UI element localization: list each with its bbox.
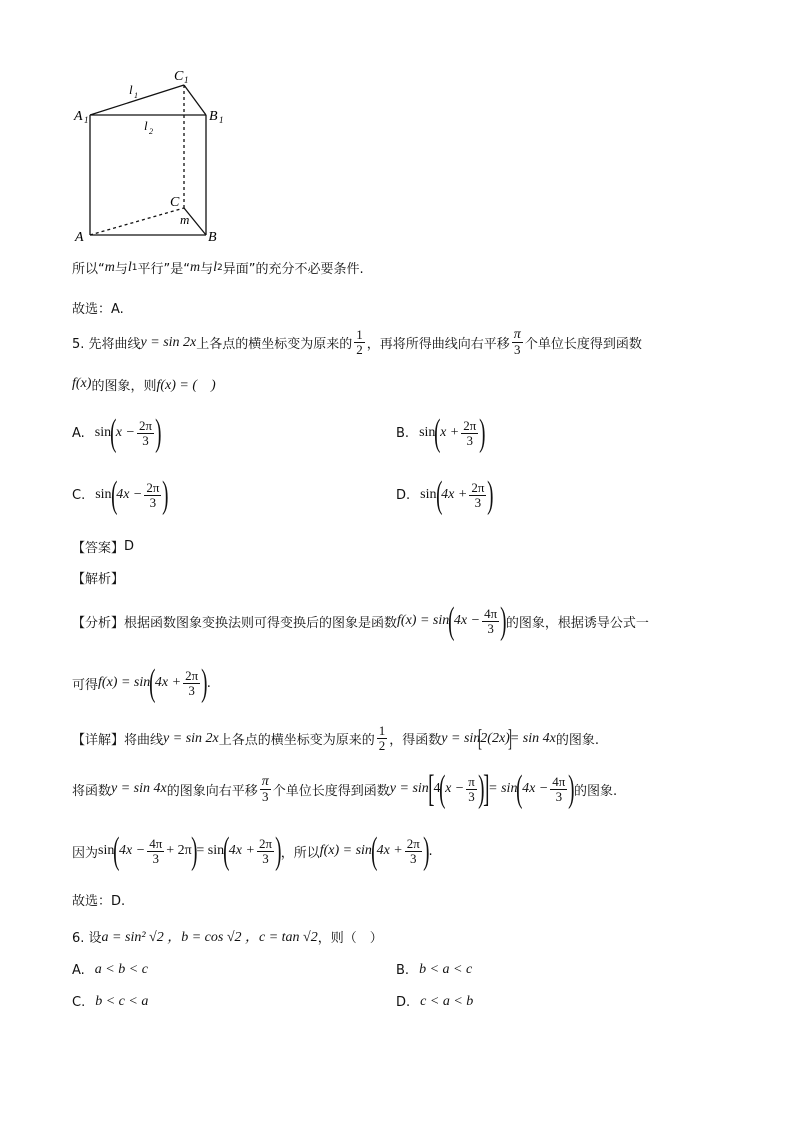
label-a1: A — [74, 109, 83, 124]
q6-option-c[interactable]: C. b < c < a — [72, 994, 149, 1010]
q5-option-b[interactable]: B. sin ( x + $\frac{2\pi}{3}$ ) — [396, 412, 486, 454]
q6-stem: 6. 设 a = sin² √2 ，b = cos √2 ，c = tan √2 ，则（ ） — [72, 930, 383, 946]
q5-step2: 将函数 y = sin 4x 的图象向右平移 $\frac{\pi}{3}$ 个单位长度得到函数 y = sin [ 4 ( x − $\frac{\pi}{3}$ ) ] = sin ( 4x − $\frac{4\pi}{3}$ ) 的图象. — [72, 768, 618, 810]
q5-answer: 【答案】 D — [72, 539, 135, 556]
q6-option-b[interactable]: B. b < a < c — [396, 962, 473, 978]
q5-choose: 故选：D. — [72, 894, 126, 909]
q5-detail: 【详解】 将曲线 y = sin 2x 上各点的横坐标变为原来的 $\frac{1}{2}$ ，得函数 y = sin [ 2(2x) ] = sin 4x 的图象. — [72, 723, 599, 753]
q5-stem-2: f(x) 的图象，则 f(x) = ( ) — [72, 376, 216, 394]
q6-option-d[interactable]: D. c < a < b — [396, 994, 474, 1010]
prism-figure — [70, 58, 240, 248]
q4-choose: 故选：A. — [72, 302, 124, 317]
q5-step3: 因为 sin ( 4x − $\frac{4\pi}{3}$ + 2π ) = sin ( 4x + $\frac{2\pi}{3}$ ) ，所以 f(x) = sin ( 4x + $\frac{2\pi}{3}$ ) . — [72, 830, 433, 872]
q5-fenxi: 【分析】 根据函数图象变换法则可得变换后的图象是函数 f(x) = sin ( 4x − $\frac{4\pi}{3}$ ) 的图象，根据诱导公式一 — [72, 600, 649, 642]
svg-text:1: 1 — [84, 115, 89, 125]
edge-ac-hidden — [90, 208, 184, 235]
label-a: A — [75, 230, 84, 245]
label-m: m — [180, 212, 190, 227]
svg-text:2: 2 — [149, 127, 153, 136]
label-c: C — [170, 195, 180, 210]
q5-fenxi-2: 可得 f(x) = sin ( 4x + $\frac{2\pi}{3}$ ) . — [72, 662, 211, 704]
edge-a1c1 — [90, 85, 184, 115]
q4-conclusion: 所以“ m 与 l 1 平行”是“ m 与 l 2 异面”的充分不必要条件. — [72, 259, 364, 277]
q5-analysis-heading: 【解析】 — [72, 572, 125, 587]
label-l2: l — [144, 118, 148, 133]
svg-text:1: 1 — [184, 75, 189, 85]
label-c1: C — [174, 69, 184, 84]
q5-stem: 5. 先将曲线 y = sin 2x 上各点的横坐标变为原来的 $\frac{1}{2}$ ，再将所得曲线向右平移 $\frac{\pi}{3}$ 个单位长度得到函数 — [72, 327, 642, 357]
label-l1: l — [129, 82, 133, 97]
q6-option-a[interactable]: A. a < b < c — [72, 962, 148, 978]
svg-text:1: 1 — [219, 115, 224, 125]
label-b: B — [208, 230, 217, 245]
q5-option-c[interactable]: C. sin ( 4x − $\frac{2\pi}{3}$ ) — [72, 474, 169, 516]
svg-text:1: 1 — [134, 91, 138, 100]
edge-c1b1 — [184, 85, 206, 115]
q5-option-d[interactable]: D. sin ( 4x + $\frac{2\pi}{3}$ ) — [396, 474, 494, 516]
label-b1: B — [209, 109, 218, 124]
q5-option-a[interactable]: A. sin ( x − $\frac{2\pi}{3}$ ) — [72, 412, 162, 454]
